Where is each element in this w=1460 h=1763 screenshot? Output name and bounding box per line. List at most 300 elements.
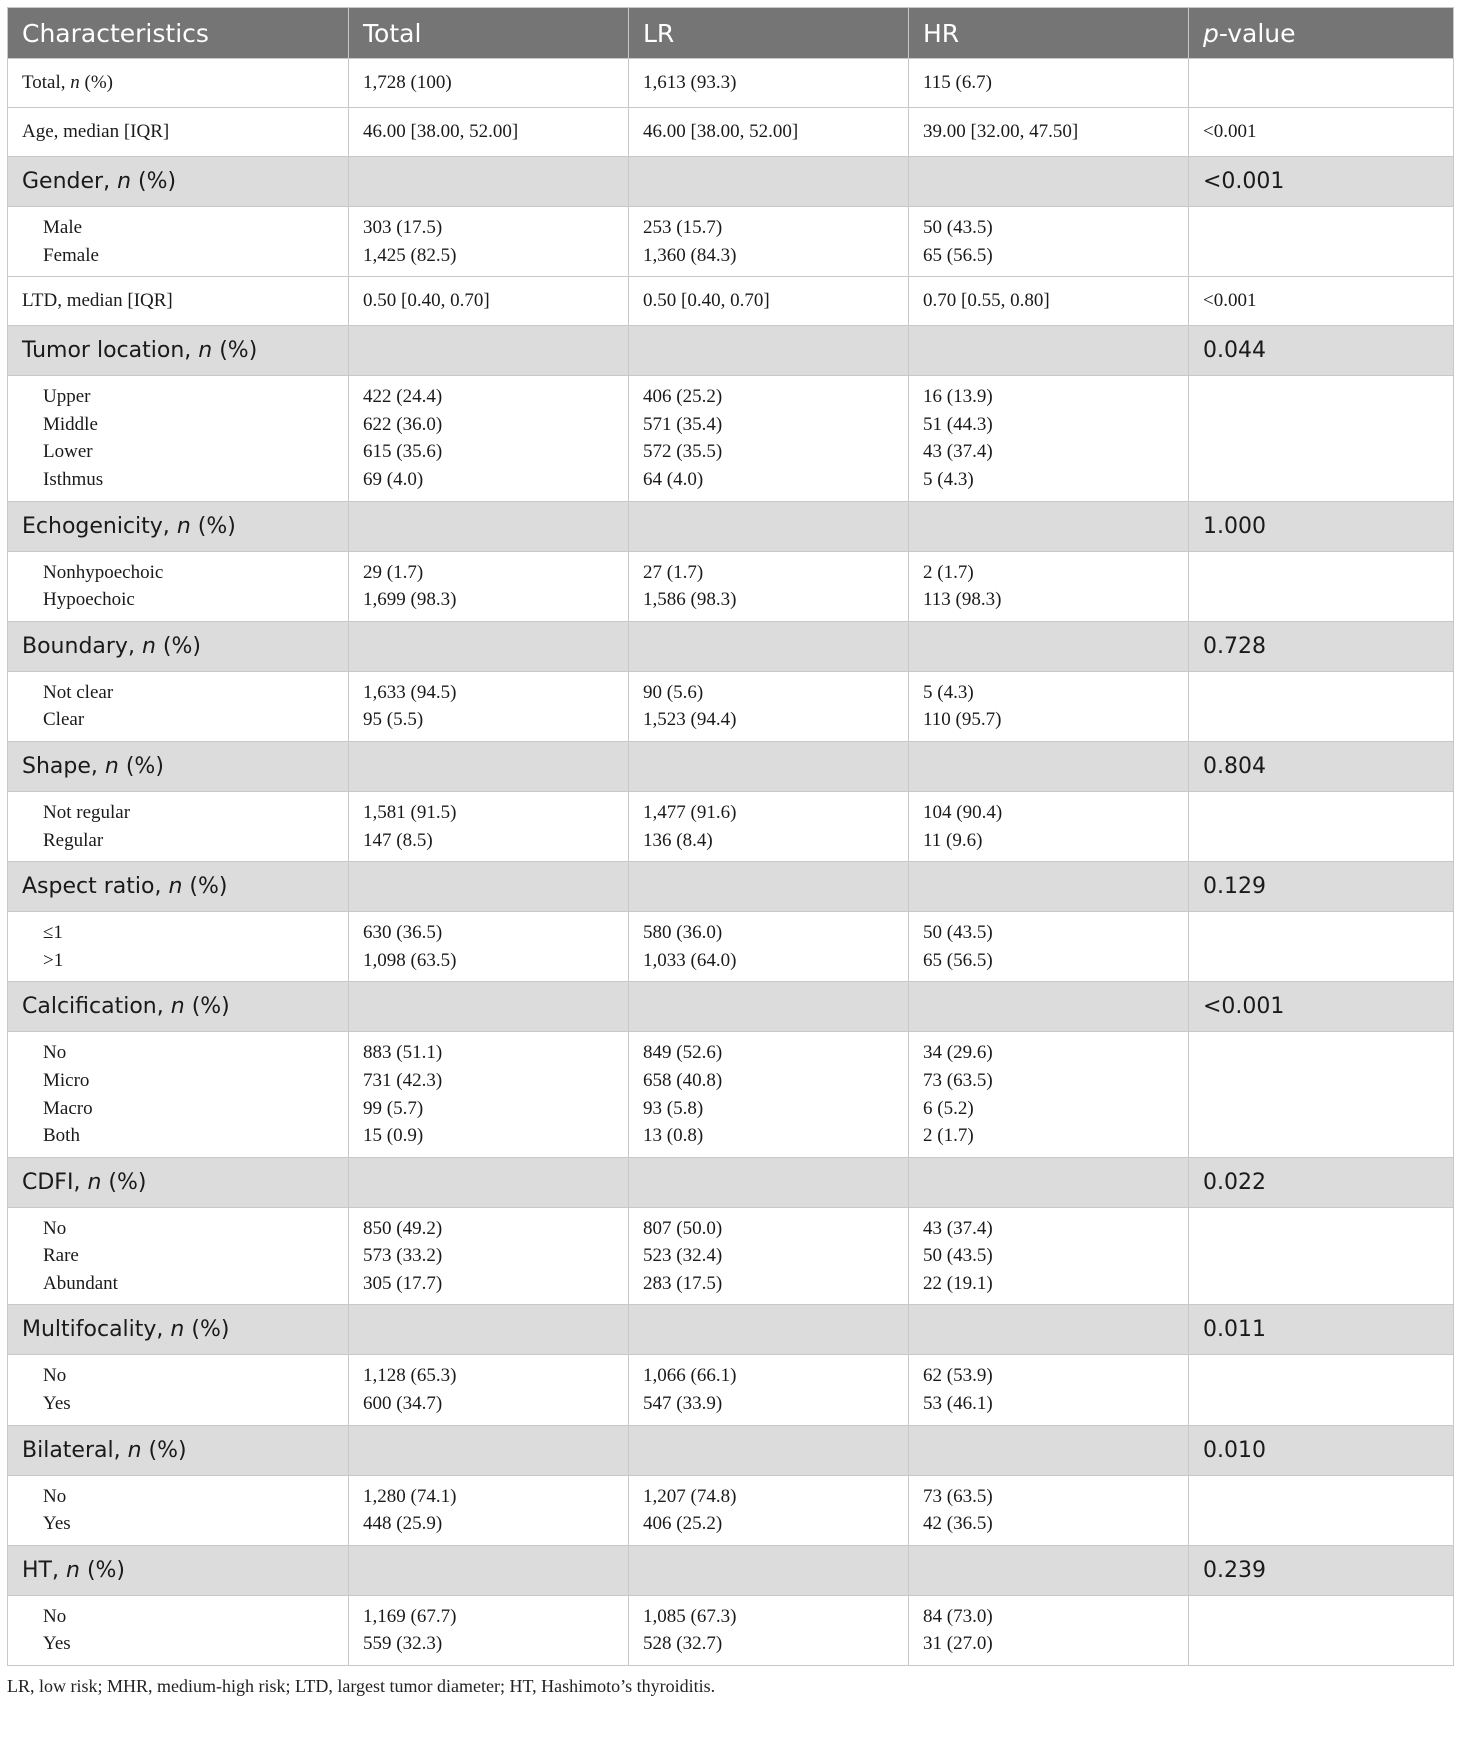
sub-total [349,671,629,741]
sub-lr [629,551,909,621]
sub-label: Isthmus [43,468,104,490]
group-label-text: Shape, [22,753,98,779]
sub-lr [629,791,909,861]
sub-total [349,791,629,861]
sub-value: 104 (90.4) [923,801,1003,823]
group-label [8,157,349,207]
sub-value: 422 (24.4) [363,386,443,408]
sub-lr [629,1355,909,1425]
table-row-echogenicity-items [8,551,1454,621]
sub-label: No [43,1485,67,1507]
sub-value: 22 (19.1) [923,1272,993,1294]
sub-value: 27 (1.7) [643,561,704,583]
sub-value: 1,085 (67.3) [643,1605,737,1627]
sub-value: 65 (56.5) [923,949,993,971]
group-empty-hr [909,862,1189,912]
group-label [8,621,349,671]
sub-lr [629,1595,909,1665]
sub-pvalue-empty [1189,1595,1454,1665]
sub-labels [8,551,349,621]
group-empty-lr [629,1425,909,1475]
sub-value: 2 (1.7) [923,1125,974,1147]
group-unit-n: n [198,338,213,364]
sub-label: ≤1 [43,922,63,944]
group-empty-lr [629,862,909,912]
table-row-bilateral-items [8,1475,1454,1545]
group-pvalue: 1.000 [1189,501,1454,551]
group-unit-rest: (%) [197,513,236,539]
group-unit-rest: (%) [219,338,258,364]
group-label-text: Echogenicity, [22,513,170,539]
cell-hr: 0.70 [0.55, 0.80] [909,277,1189,326]
table-row-ltd [8,277,1454,326]
group-empty-hr [909,1545,1189,1595]
sub-total [349,376,629,501]
sub-value: 883 (51.1) [363,1042,443,1064]
sub-value: 90 (5.6) [643,681,704,703]
sub-value: 51 (44.3) [923,413,993,435]
group-empty-total [349,1157,629,1207]
row-label-text: Total, [22,72,66,93]
sub-value: 110 (95.7) [923,709,1002,731]
row-label: LTD, median [IQR] [8,277,349,326]
sub-total [349,1475,629,1545]
page [7,7,1453,1697]
group-empty-hr [909,741,1189,791]
group-label-text: CDFI, [22,1169,81,1195]
group-label-text: Multifocality, [22,1317,164,1343]
sub-value: 1,699 (98.3) [363,589,457,611]
table-row-ht-items [8,1595,1454,1665]
group-pvalue: 0.804 [1189,741,1454,791]
sub-pvalue-empty [1189,1475,1454,1545]
group-pvalue: 0.011 [1189,1305,1454,1355]
sub-value: 136 (8.4) [643,829,713,851]
group-label [8,326,349,376]
group-empty-hr [909,621,1189,671]
sub-label: Not regular [43,801,131,823]
sub-value: 34 (29.6) [923,1042,993,1064]
group-pvalue: 0.728 [1189,621,1454,671]
sub-labels [8,1355,349,1425]
group-pvalue: <0.001 [1189,982,1454,1032]
group-label-text: Gender, [22,169,111,194]
sub-value: 523 (32.4) [643,1245,723,1267]
group-row-echogenicity [8,501,1454,551]
sub-value: 622 (36.0) [363,413,443,435]
group-empty-lr [629,982,909,1032]
sub-lr [629,912,909,982]
sub-hr [909,671,1189,741]
sub-value: 1,128 (65.3) [363,1365,457,1387]
sub-value: 406 (25.2) [643,386,723,408]
sub-label: Male [43,217,83,238]
table-row-gender-items [8,207,1454,277]
header-total: Total [349,8,629,59]
sub-label: Abundant [43,1272,118,1294]
group-row-tumor-location [8,326,1454,376]
sub-value: 1,581 (91.5) [363,801,457,823]
sub-value: 1,280 (74.1) [363,1485,457,1507]
group-row-shape [8,741,1454,791]
group-unit-rest: (%) [108,1169,147,1195]
table-footnote: LR, low risk; MHR, medium-high risk; LTD, largest tumor diameter; HT, Hashimoto’s thyroiditis. [7,1676,716,1697]
sub-pvalue-empty [1189,551,1454,621]
group-unit-n: n [65,1557,80,1583]
sub-pvalue-empty [1189,671,1454,741]
cell-total: 1,728 (100) [349,59,629,108]
sub-value: 11 (9.6) [923,829,983,851]
sub-value: 5 (4.3) [923,468,974,490]
sub-value: 16 (13.9) [923,386,993,408]
sub-total [349,1207,629,1305]
group-empty-lr [629,741,909,791]
cell-pvalue: <0.001 [1189,277,1454,326]
sub-value: 1,360 (84.3) [643,244,737,266]
group-pvalue: <0.001 [1189,157,1454,207]
group-label-text: Bilateral, [22,1437,121,1463]
group-pvalue: 0.129 [1189,862,1454,912]
sub-value: 43 (37.4) [923,441,993,463]
sub-label: Lower [43,441,93,463]
sub-value: 62 (53.9) [923,1365,993,1387]
group-empty-hr [909,982,1189,1032]
sub-labels [8,376,349,501]
sub-label: Yes [43,1633,71,1655]
sub-value: 1,633 (94.5) [363,681,457,703]
sub-hr [909,376,1189,501]
table-row-calcification-items [8,1032,1454,1157]
group-empty-hr [909,1425,1189,1475]
row-label: Age, median [IQR] [8,108,349,157]
sub-lr [629,1207,909,1305]
sub-value: 65 (56.5) [923,244,993,266]
sub-value: 573 (33.2) [363,1245,443,1267]
group-unit-n: n [141,633,156,659]
sub-value: 29 (1.7) [363,561,424,583]
sub-pvalue-empty [1189,791,1454,861]
sub-labels [8,1032,349,1157]
cell-lr: 1,613 (93.3) [629,59,909,108]
cell-hr: 115 (6.7) [909,59,1189,108]
sub-labels [8,671,349,741]
sub-hr [909,1355,1189,1425]
group-row-ht [8,1545,1454,1595]
group-empty-hr [909,157,1189,207]
sub-label: No [43,1605,67,1627]
header-pvalue [1189,8,1454,59]
sub-value: 113 (98.3) [923,589,1002,611]
sub-value: 1,523 (94.4) [643,709,737,731]
group-empty-lr [629,1305,909,1355]
group-label [8,741,349,791]
sub-label: Regular [43,829,104,851]
sub-value: 559 (32.3) [363,1633,443,1655]
sub-labels [8,1207,349,1305]
sub-value: 615 (35.6) [363,441,443,463]
sub-hr [909,207,1189,277]
table-row-aspect-ratio-items [8,912,1454,982]
group-label [8,1305,349,1355]
group-unit-n: n [127,1437,142,1463]
sub-value: 73 (63.5) [923,1485,993,1507]
sub-pvalue-empty [1189,376,1454,501]
sub-value: 99 (5.7) [363,1097,424,1119]
table-row-tumor-location-items [8,376,1454,501]
sub-hr [909,791,1189,861]
group-empty-lr [629,157,909,207]
group-label-text: Tumor location, [22,338,192,364]
sub-value: 15 (0.9) [363,1125,424,1147]
group-label-text: Aspect ratio, [22,874,162,900]
sub-value: 850 (49.2) [363,1217,443,1239]
table-row-boundary-items [8,671,1454,741]
sub-lr [629,1032,909,1157]
sub-value: 73 (63.5) [923,1069,993,1091]
group-empty-lr [629,621,909,671]
sub-lr [629,207,909,277]
sub-value: 849 (52.6) [643,1042,723,1064]
sub-label: No [43,1365,67,1387]
cell-hr: 39.00 [32.00, 47.50] [909,108,1189,157]
sub-label: Macro [43,1097,93,1119]
sub-label: No [43,1042,67,1064]
sub-pvalue-empty [1189,912,1454,982]
sub-label: Yes [43,1393,71,1415]
group-empty-hr [909,326,1189,376]
group-unit-rest: (%) [189,874,228,900]
cell-total: 0.50 [0.40, 0.70] [349,277,629,326]
sub-value: 571 (35.4) [643,413,723,435]
sub-label: Nonhypoechoic [43,561,164,583]
group-empty-hr [909,501,1189,551]
sub-value: 64 (4.0) [643,468,704,490]
sub-hr [909,1475,1189,1545]
group-empty-total [349,862,629,912]
sub-value: 31 (27.0) [923,1633,993,1655]
sub-hr [909,551,1189,621]
group-row-gender [8,157,1454,207]
sub-value: 528 (32.7) [643,1633,723,1655]
header-characteristics: Characteristics [8,8,349,59]
group-label [8,862,349,912]
sub-pvalue-empty [1189,1207,1454,1305]
sub-labels [8,1475,349,1545]
sub-total [349,1355,629,1425]
sub-labels [8,1595,349,1665]
header-hr: HR [909,8,1189,59]
group-unit-n: n [87,1169,102,1195]
group-unit-rest: (%) [162,633,201,659]
sub-value: 406 (25.2) [643,1513,723,1535]
group-pvalue: 0.044 [1189,326,1454,376]
sub-value: 630 (36.5) [363,922,443,944]
sub-value: 147 (8.5) [363,829,433,851]
row-label [8,59,349,108]
group-unit-n: n [170,1317,185,1343]
header-pvalue-p: p [1203,18,1219,48]
group-label [8,982,349,1032]
sub-value: 283 (17.5) [643,1272,723,1294]
sub-labels [8,912,349,982]
characteristics-table [7,7,1454,1666]
cell-pvalue: <0.001 [1189,108,1454,157]
sub-value: 547 (33.9) [643,1393,723,1415]
sub-label: Female [43,244,99,266]
sub-value: 42 (36.5) [923,1513,993,1535]
sub-total [349,912,629,982]
group-empty-total [349,982,629,1032]
cell-lr: 0.50 [0.40, 0.70] [629,277,909,326]
group-label [8,1425,349,1475]
group-unit-n: n [168,874,183,900]
sub-value: 50 (43.5) [923,922,993,944]
table-header-row [8,8,1454,59]
group-label-text: HT, [22,1557,59,1583]
header-pvalue-rest: -value [1218,18,1296,48]
header-lr: LR [629,8,909,59]
group-unit-n: n [117,169,132,194]
sub-value: 1,207 (74.8) [643,1485,737,1507]
sub-labels [8,791,349,861]
group-empty-total [349,741,629,791]
sub-value: 43 (37.4) [923,1217,993,1239]
sub-value: 807 (50.0) [643,1217,723,1239]
group-row-boundary [8,621,1454,671]
group-unit-rest: (%) [148,1437,187,1463]
sub-value: 600 (34.7) [363,1393,443,1415]
group-unit-rest: (%) [191,1317,230,1343]
group-unit-rest: (%) [125,753,164,779]
sub-lr [629,1475,909,1545]
sub-value: 2 (1.7) [923,561,974,583]
sub-value: 572 (35.5) [643,441,723,463]
sub-value: 1,586 (98.3) [643,589,737,611]
sub-value: 1,477 (91.6) [643,801,737,823]
group-empty-lr [629,1157,909,1207]
group-empty-total [349,157,629,207]
table-row-multifocality-items [8,1355,1454,1425]
sub-label: Yes [43,1513,71,1535]
sub-pvalue-empty [1189,207,1454,277]
group-unit-n: n [104,753,119,779]
group-row-aspect-ratio [8,862,1454,912]
group-row-cdfi [8,1157,1454,1207]
sub-pvalue-empty [1189,1032,1454,1157]
sub-value: 731 (42.3) [363,1069,443,1091]
sub-label: Middle [43,413,98,435]
sub-value: 84 (73.0) [923,1605,993,1627]
group-row-multifocality [8,1305,1454,1355]
sub-hr [909,1595,1189,1665]
sub-value: 5 (4.3) [923,681,974,703]
sub-hr [909,1032,1189,1157]
cell-pvalue [1189,59,1454,108]
group-unit-n: n [176,513,191,539]
group-label [8,501,349,551]
sub-value: 580 (36.0) [643,922,723,944]
sub-label: Hypoechoic [43,589,135,611]
sub-value: 69 (4.0) [363,468,424,490]
sub-value: 53 (46.1) [923,1393,993,1415]
sub-value: 253 (15.7) [643,217,723,238]
sub-value: 50 (43.5) [923,1245,993,1267]
sub-total [349,1032,629,1157]
group-empty-total [349,1545,629,1595]
row-label-unit-rest: (%) [84,72,114,93]
table-row-age [8,108,1454,157]
cell-lr: 46.00 [38.00, 52.00] [629,108,909,157]
group-unit-n: n [170,994,185,1020]
sub-lr [629,376,909,501]
sub-value: 50 (43.5) [923,217,993,238]
row-label-unit-n: n [70,72,80,93]
group-label-text: Calcification, [22,994,164,1020]
table-row-shape-items [8,791,1454,861]
cell-total: 46.00 [38.00, 52.00] [349,108,629,157]
group-empty-hr [909,1157,1189,1207]
group-unit-rest: (%) [86,1557,126,1583]
group-empty-lr [629,326,909,376]
group-empty-total [349,501,629,551]
group-label [8,1157,349,1207]
group-label-text: Boundary, [22,633,135,659]
sub-value: 658 (40.8) [643,1069,723,1091]
sub-hr [909,912,1189,982]
sub-total [349,551,629,621]
sub-value: 303 (17.5) [363,217,443,238]
sub-label: Micro [43,1069,90,1091]
sub-label: Both [43,1125,80,1147]
group-label [8,1545,349,1595]
group-row-bilateral [8,1425,1454,1475]
sub-label: No [43,1217,67,1239]
sub-label: Clear [43,709,85,731]
sub-label: Rare [43,1245,79,1267]
group-empty-total [349,326,629,376]
group-empty-total [349,1305,629,1355]
sub-total [349,207,629,277]
table-row-total [8,59,1454,108]
sub-value: 1,033 (64.0) [643,949,737,971]
group-pvalue: 0.022 [1189,1157,1454,1207]
sub-value: 13 (0.8) [643,1125,704,1147]
group-empty-lr [629,501,909,551]
group-empty-total [349,1425,629,1475]
group-pvalue: 0.010 [1189,1425,1454,1475]
sub-label: Not clear [43,681,114,703]
sub-lr [629,671,909,741]
sub-pvalue-empty [1189,1355,1454,1425]
sub-total [349,1595,629,1665]
sub-labels [8,207,349,277]
sub-value: 1,098 (63.5) [363,949,457,971]
sub-value: 1,066 (66.1) [643,1365,737,1387]
sub-value: 95 (5.5) [363,709,424,731]
sub-hr [909,1207,1189,1305]
sub-value: 93 (5.8) [643,1097,704,1119]
sub-value: 305 (17.7) [363,1272,443,1294]
group-empty-total [349,621,629,671]
sub-value: 448 (25.9) [363,1513,443,1535]
group-empty-lr [629,1545,909,1595]
group-pvalue: 0.239 [1189,1545,1454,1595]
sub-value: 6 (5.2) [923,1097,974,1119]
table-row-cdfi-items [8,1207,1454,1305]
group-unit-rest: (%) [138,169,177,194]
group-empty-hr [909,1305,1189,1355]
sub-value: 1,425 (82.5) [363,244,457,266]
